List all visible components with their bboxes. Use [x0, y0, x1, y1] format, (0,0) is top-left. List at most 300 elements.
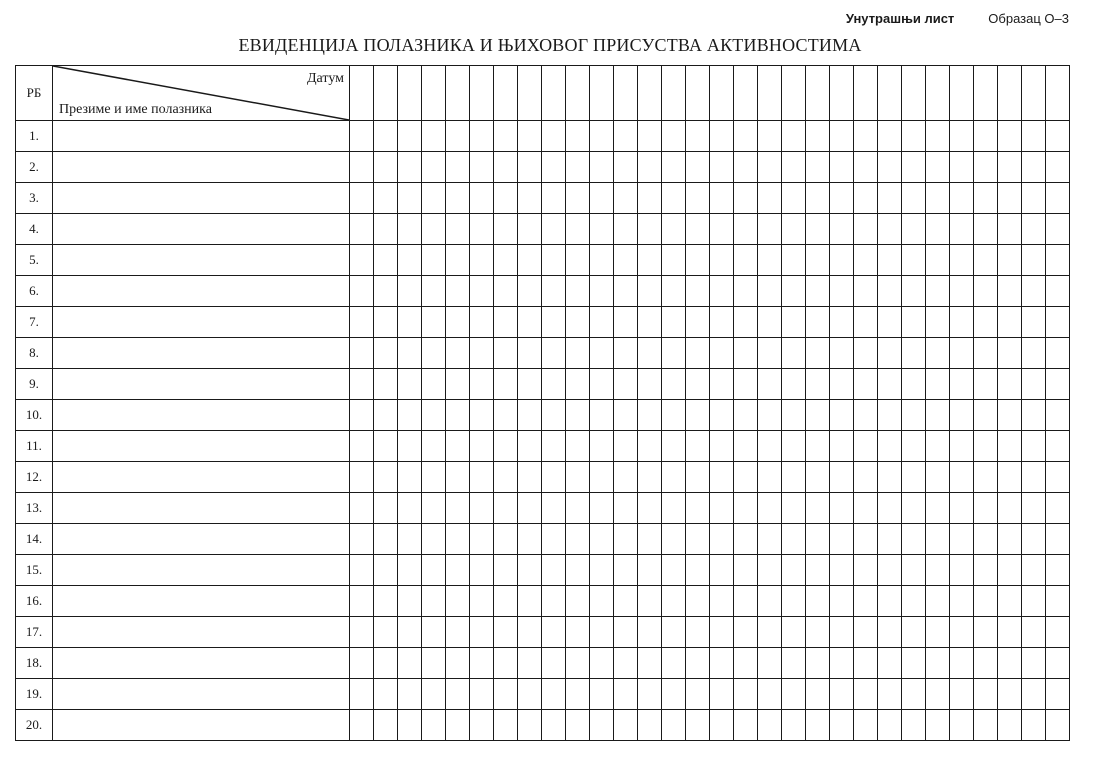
participant-name-cell[interactable] [53, 679, 350, 710]
attendance-cell[interactable] [398, 679, 422, 710]
attendance-cell[interactable] [806, 524, 830, 555]
attendance-cell[interactable] [734, 338, 758, 369]
attendance-cell[interactable] [1022, 369, 1046, 400]
attendance-cell[interactable] [662, 524, 686, 555]
attendance-cell[interactable] [638, 679, 662, 710]
attendance-cell[interactable] [950, 679, 974, 710]
attendance-cell[interactable] [614, 493, 638, 524]
attendance-cell[interactable] [1022, 338, 1046, 369]
attendance-cell[interactable] [782, 679, 806, 710]
attendance-cell[interactable] [950, 400, 974, 431]
attendance-cell[interactable] [1022, 617, 1046, 648]
attendance-cell[interactable] [758, 152, 782, 183]
attendance-cell[interactable] [446, 121, 470, 152]
attendance-cell[interactable] [470, 524, 494, 555]
attendance-cell[interactable] [758, 493, 782, 524]
attendance-cell[interactable] [1046, 648, 1070, 679]
attendance-cell[interactable] [998, 152, 1022, 183]
attendance-cell[interactable] [662, 617, 686, 648]
attendance-cell[interactable] [662, 307, 686, 338]
attendance-cell[interactable] [566, 493, 590, 524]
attendance-cell[interactable] [518, 183, 542, 214]
attendance-cell[interactable] [998, 214, 1022, 245]
attendance-cell[interactable] [854, 617, 878, 648]
attendance-cell[interactable] [398, 400, 422, 431]
attendance-cell[interactable] [638, 369, 662, 400]
attendance-cell[interactable] [566, 276, 590, 307]
attendance-cell[interactable] [614, 400, 638, 431]
attendance-cell[interactable] [686, 183, 710, 214]
attendance-cell[interactable] [518, 214, 542, 245]
participant-name-cell[interactable] [53, 493, 350, 524]
attendance-cell[interactable] [614, 307, 638, 338]
attendance-cell[interactable] [470, 369, 494, 400]
date-header-cell[interactable] [998, 66, 1022, 121]
attendance-cell[interactable] [350, 369, 374, 400]
attendance-cell[interactable] [710, 183, 734, 214]
attendance-cell[interactable] [710, 400, 734, 431]
attendance-cell[interactable] [1022, 400, 1046, 431]
attendance-cell[interactable] [566, 121, 590, 152]
attendance-cell[interactable] [758, 555, 782, 586]
attendance-cell[interactable] [470, 431, 494, 462]
attendance-cell[interactable] [1022, 214, 1046, 245]
attendance-cell[interactable] [374, 121, 398, 152]
attendance-cell[interactable] [566, 214, 590, 245]
attendance-cell[interactable] [590, 555, 614, 586]
attendance-cell[interactable] [734, 679, 758, 710]
attendance-cell[interactable] [542, 338, 566, 369]
attendance-cell[interactable] [542, 617, 566, 648]
attendance-cell[interactable] [710, 462, 734, 493]
attendance-cell[interactable] [686, 307, 710, 338]
attendance-cell[interactable] [518, 121, 542, 152]
attendance-cell[interactable] [758, 679, 782, 710]
attendance-cell[interactable] [998, 648, 1022, 679]
attendance-cell[interactable] [758, 710, 782, 741]
attendance-cell[interactable] [470, 462, 494, 493]
attendance-cell[interactable] [830, 152, 854, 183]
attendance-cell[interactable] [1022, 555, 1046, 586]
attendance-cell[interactable] [422, 586, 446, 617]
attendance-cell[interactable] [638, 307, 662, 338]
attendance-cell[interactable] [782, 431, 806, 462]
attendance-cell[interactable] [638, 152, 662, 183]
attendance-cell[interactable] [566, 710, 590, 741]
attendance-cell[interactable] [590, 214, 614, 245]
attendance-cell[interactable] [470, 555, 494, 586]
attendance-cell[interactable] [758, 586, 782, 617]
attendance-cell[interactable] [494, 493, 518, 524]
attendance-cell[interactable] [686, 276, 710, 307]
attendance-cell[interactable] [998, 493, 1022, 524]
attendance-cell[interactable] [494, 462, 518, 493]
attendance-cell[interactable] [350, 524, 374, 555]
attendance-cell[interactable] [758, 121, 782, 152]
date-header-cell[interactable] [830, 66, 854, 121]
attendance-cell[interactable] [710, 586, 734, 617]
attendance-cell[interactable] [542, 679, 566, 710]
attendance-cell[interactable] [974, 214, 998, 245]
attendance-cell[interactable] [542, 493, 566, 524]
attendance-cell[interactable] [734, 431, 758, 462]
attendance-cell[interactable] [566, 338, 590, 369]
attendance-cell[interactable] [422, 431, 446, 462]
attendance-cell[interactable] [398, 152, 422, 183]
attendance-cell[interactable] [974, 276, 998, 307]
attendance-cell[interactable] [518, 710, 542, 741]
attendance-cell[interactable] [350, 338, 374, 369]
attendance-cell[interactable] [806, 369, 830, 400]
attendance-cell[interactable] [374, 307, 398, 338]
attendance-cell[interactable] [1046, 245, 1070, 276]
attendance-cell[interactable] [1046, 183, 1070, 214]
attendance-cell[interactable] [470, 648, 494, 679]
attendance-cell[interactable] [614, 369, 638, 400]
attendance-cell[interactable] [830, 524, 854, 555]
attendance-cell[interactable] [974, 617, 998, 648]
attendance-cell[interactable] [734, 369, 758, 400]
attendance-cell[interactable] [734, 617, 758, 648]
attendance-cell[interactable] [638, 648, 662, 679]
attendance-cell[interactable] [758, 245, 782, 276]
attendance-cell[interactable] [542, 214, 566, 245]
attendance-cell[interactable] [638, 245, 662, 276]
attendance-cell[interactable] [950, 524, 974, 555]
attendance-cell[interactable] [566, 431, 590, 462]
attendance-cell[interactable] [902, 121, 926, 152]
attendance-cell[interactable] [1046, 369, 1070, 400]
attendance-cell[interactable] [350, 183, 374, 214]
attendance-cell[interactable] [470, 617, 494, 648]
attendance-cell[interactable] [446, 679, 470, 710]
attendance-cell[interactable] [662, 710, 686, 741]
attendance-cell[interactable] [806, 400, 830, 431]
attendance-cell[interactable] [854, 648, 878, 679]
attendance-cell[interactable] [830, 555, 854, 586]
attendance-cell[interactable] [782, 121, 806, 152]
attendance-cell[interactable] [926, 462, 950, 493]
attendance-cell[interactable] [374, 710, 398, 741]
attendance-cell[interactable] [686, 586, 710, 617]
attendance-cell[interactable] [590, 276, 614, 307]
attendance-cell[interactable] [854, 462, 878, 493]
attendance-cell[interactable] [374, 555, 398, 586]
attendance-cell[interactable] [614, 524, 638, 555]
attendance-cell[interactable] [542, 245, 566, 276]
attendance-cell[interactable] [926, 493, 950, 524]
attendance-cell[interactable] [662, 493, 686, 524]
attendance-cell[interactable] [518, 555, 542, 586]
attendance-cell[interactable] [1022, 648, 1046, 679]
attendance-cell[interactable] [494, 679, 518, 710]
attendance-cell[interactable] [422, 648, 446, 679]
attendance-cell[interactable] [758, 462, 782, 493]
attendance-cell[interactable] [662, 121, 686, 152]
attendance-cell[interactable] [374, 338, 398, 369]
attendance-cell[interactable] [902, 462, 926, 493]
attendance-cell[interactable] [902, 152, 926, 183]
attendance-cell[interactable] [374, 586, 398, 617]
attendance-cell[interactable] [902, 369, 926, 400]
attendance-cell[interactable] [878, 214, 902, 245]
attendance-cell[interactable] [422, 338, 446, 369]
attendance-cell[interactable] [806, 338, 830, 369]
attendance-cell[interactable] [854, 369, 878, 400]
attendance-cell[interactable] [374, 245, 398, 276]
attendance-cell[interactable] [806, 214, 830, 245]
attendance-cell[interactable] [494, 338, 518, 369]
date-header-cell[interactable] [926, 66, 950, 121]
attendance-cell[interactable] [830, 617, 854, 648]
attendance-cell[interactable] [782, 710, 806, 741]
attendance-cell[interactable] [542, 276, 566, 307]
attendance-cell[interactable] [590, 431, 614, 462]
attendance-cell[interactable] [854, 400, 878, 431]
attendance-cell[interactable] [830, 648, 854, 679]
attendance-cell[interactable] [470, 245, 494, 276]
attendance-cell[interactable] [566, 183, 590, 214]
attendance-cell[interactable] [854, 679, 878, 710]
attendance-cell[interactable] [902, 555, 926, 586]
attendance-cell[interactable] [902, 586, 926, 617]
attendance-cell[interactable] [638, 214, 662, 245]
attendance-cell[interactable] [902, 307, 926, 338]
attendance-cell[interactable] [638, 462, 662, 493]
attendance-cell[interactable] [902, 710, 926, 741]
date-header-cell[interactable] [782, 66, 806, 121]
attendance-cell[interactable] [374, 400, 398, 431]
attendance-cell[interactable] [614, 586, 638, 617]
participant-name-cell[interactable] [53, 648, 350, 679]
attendance-cell[interactable] [830, 462, 854, 493]
date-header-cell[interactable] [854, 66, 878, 121]
attendance-cell[interactable] [398, 245, 422, 276]
attendance-cell[interactable] [926, 307, 950, 338]
attendance-cell[interactable] [854, 710, 878, 741]
attendance-cell[interactable] [518, 152, 542, 183]
attendance-cell[interactable] [1022, 183, 1046, 214]
attendance-cell[interactable] [854, 307, 878, 338]
attendance-cell[interactable] [950, 214, 974, 245]
attendance-cell[interactable] [494, 648, 518, 679]
attendance-cell[interactable] [998, 524, 1022, 555]
attendance-cell[interactable] [878, 555, 902, 586]
attendance-cell[interactable] [902, 245, 926, 276]
attendance-cell[interactable] [470, 400, 494, 431]
attendance-cell[interactable] [614, 121, 638, 152]
attendance-cell[interactable] [350, 462, 374, 493]
date-header-cell[interactable] [758, 66, 782, 121]
attendance-cell[interactable] [662, 214, 686, 245]
attendance-cell[interactable] [470, 183, 494, 214]
attendance-cell[interactable] [494, 617, 518, 648]
attendance-cell[interactable] [950, 586, 974, 617]
attendance-cell[interactable] [350, 555, 374, 586]
attendance-cell[interactable] [926, 617, 950, 648]
attendance-cell[interactable] [542, 152, 566, 183]
attendance-cell[interactable] [542, 586, 566, 617]
attendance-cell[interactable] [1022, 121, 1046, 152]
attendance-cell[interactable] [878, 431, 902, 462]
attendance-cell[interactable] [854, 152, 878, 183]
attendance-cell[interactable] [422, 121, 446, 152]
attendance-cell[interactable] [782, 307, 806, 338]
attendance-cell[interactable] [854, 245, 878, 276]
date-header-cell[interactable] [422, 66, 446, 121]
attendance-cell[interactable] [494, 214, 518, 245]
attendance-cell[interactable] [662, 276, 686, 307]
attendance-cell[interactable] [1046, 710, 1070, 741]
attendance-cell[interactable] [710, 431, 734, 462]
attendance-cell[interactable] [638, 400, 662, 431]
attendance-cell[interactable] [1046, 462, 1070, 493]
attendance-cell[interactable] [614, 555, 638, 586]
attendance-cell[interactable] [758, 648, 782, 679]
attendance-cell[interactable] [950, 431, 974, 462]
attendance-cell[interactable] [686, 679, 710, 710]
attendance-cell[interactable] [1022, 152, 1046, 183]
date-header-cell[interactable] [638, 66, 662, 121]
attendance-cell[interactable] [422, 214, 446, 245]
attendance-cell[interactable] [374, 462, 398, 493]
attendance-cell[interactable] [926, 152, 950, 183]
attendance-cell[interactable] [542, 307, 566, 338]
attendance-cell[interactable] [734, 710, 758, 741]
attendance-cell[interactable] [518, 431, 542, 462]
participant-name-cell[interactable] [53, 276, 350, 307]
attendance-cell[interactable] [1022, 710, 1046, 741]
attendance-cell[interactable] [422, 555, 446, 586]
attendance-cell[interactable] [446, 276, 470, 307]
attendance-cell[interactable] [950, 555, 974, 586]
date-header-cell[interactable] [542, 66, 566, 121]
attendance-cell[interactable] [566, 524, 590, 555]
attendance-cell[interactable] [590, 245, 614, 276]
attendance-cell[interactable] [638, 493, 662, 524]
attendance-cell[interactable] [422, 245, 446, 276]
date-header-cell[interactable] [350, 66, 374, 121]
attendance-cell[interactable] [662, 431, 686, 462]
attendance-cell[interactable] [878, 679, 902, 710]
attendance-cell[interactable] [710, 369, 734, 400]
attendance-cell[interactable] [902, 214, 926, 245]
attendance-cell[interactable] [758, 400, 782, 431]
attendance-cell[interactable] [398, 214, 422, 245]
attendance-cell[interactable] [926, 338, 950, 369]
attendance-cell[interactable] [974, 183, 998, 214]
date-header-cell[interactable] [1046, 66, 1070, 121]
attendance-cell[interactable] [854, 183, 878, 214]
attendance-cell[interactable] [878, 307, 902, 338]
attendance-cell[interactable] [494, 431, 518, 462]
date-header-cell[interactable] [950, 66, 974, 121]
attendance-cell[interactable] [710, 679, 734, 710]
attendance-cell[interactable] [758, 214, 782, 245]
attendance-cell[interactable] [830, 369, 854, 400]
attendance-cell[interactable] [854, 555, 878, 586]
attendance-cell[interactable] [446, 152, 470, 183]
attendance-cell[interactable] [830, 431, 854, 462]
date-header-cell[interactable] [662, 66, 686, 121]
attendance-cell[interactable] [350, 648, 374, 679]
attendance-cell[interactable] [782, 400, 806, 431]
attendance-cell[interactable] [734, 276, 758, 307]
attendance-cell[interactable] [662, 183, 686, 214]
attendance-cell[interactable] [446, 338, 470, 369]
attendance-cell[interactable] [782, 214, 806, 245]
attendance-cell[interactable] [590, 400, 614, 431]
attendance-cell[interactable] [854, 338, 878, 369]
attendance-cell[interactable] [902, 276, 926, 307]
attendance-cell[interactable] [710, 524, 734, 555]
attendance-cell[interactable] [1022, 276, 1046, 307]
attendance-cell[interactable] [638, 555, 662, 586]
attendance-cell[interactable] [710, 121, 734, 152]
attendance-cell[interactable] [614, 338, 638, 369]
attendance-cell[interactable] [422, 679, 446, 710]
attendance-cell[interactable] [590, 648, 614, 679]
attendance-cell[interactable] [374, 276, 398, 307]
attendance-cell[interactable] [662, 586, 686, 617]
attendance-cell[interactable] [398, 648, 422, 679]
attendance-cell[interactable] [350, 586, 374, 617]
attendance-cell[interactable] [878, 121, 902, 152]
attendance-cell[interactable] [662, 338, 686, 369]
attendance-cell[interactable] [470, 338, 494, 369]
attendance-cell[interactable] [950, 276, 974, 307]
attendance-cell[interactable] [374, 431, 398, 462]
attendance-cell[interactable] [998, 462, 1022, 493]
attendance-cell[interactable] [926, 400, 950, 431]
attendance-cell[interactable] [710, 617, 734, 648]
attendance-cell[interactable] [638, 121, 662, 152]
attendance-cell[interactable] [806, 617, 830, 648]
attendance-cell[interactable] [422, 400, 446, 431]
attendance-cell[interactable] [446, 245, 470, 276]
attendance-cell[interactable] [974, 369, 998, 400]
attendance-cell[interactable] [470, 276, 494, 307]
attendance-cell[interactable] [710, 152, 734, 183]
attendance-cell[interactable] [1022, 307, 1046, 338]
attendance-cell[interactable] [566, 648, 590, 679]
attendance-cell[interactable] [926, 369, 950, 400]
attendance-cell[interactable] [878, 493, 902, 524]
attendance-cell[interactable] [878, 369, 902, 400]
attendance-cell[interactable] [686, 214, 710, 245]
attendance-cell[interactable] [1046, 555, 1070, 586]
date-header-cell[interactable] [446, 66, 470, 121]
attendance-cell[interactable] [446, 369, 470, 400]
participant-name-cell[interactable] [53, 307, 350, 338]
attendance-cell[interactable] [950, 710, 974, 741]
attendance-cell[interactable] [614, 462, 638, 493]
attendance-cell[interactable] [542, 710, 566, 741]
attendance-cell[interactable] [566, 307, 590, 338]
attendance-cell[interactable] [590, 493, 614, 524]
attendance-cell[interactable] [1046, 338, 1070, 369]
attendance-cell[interactable] [398, 586, 422, 617]
attendance-cell[interactable] [926, 586, 950, 617]
attendance-cell[interactable] [566, 400, 590, 431]
attendance-cell[interactable] [446, 183, 470, 214]
attendance-cell[interactable] [758, 276, 782, 307]
attendance-cell[interactable] [686, 121, 710, 152]
participant-name-cell[interactable] [53, 555, 350, 586]
attendance-cell[interactable] [518, 245, 542, 276]
attendance-cell[interactable] [734, 307, 758, 338]
attendance-cell[interactable] [1046, 586, 1070, 617]
